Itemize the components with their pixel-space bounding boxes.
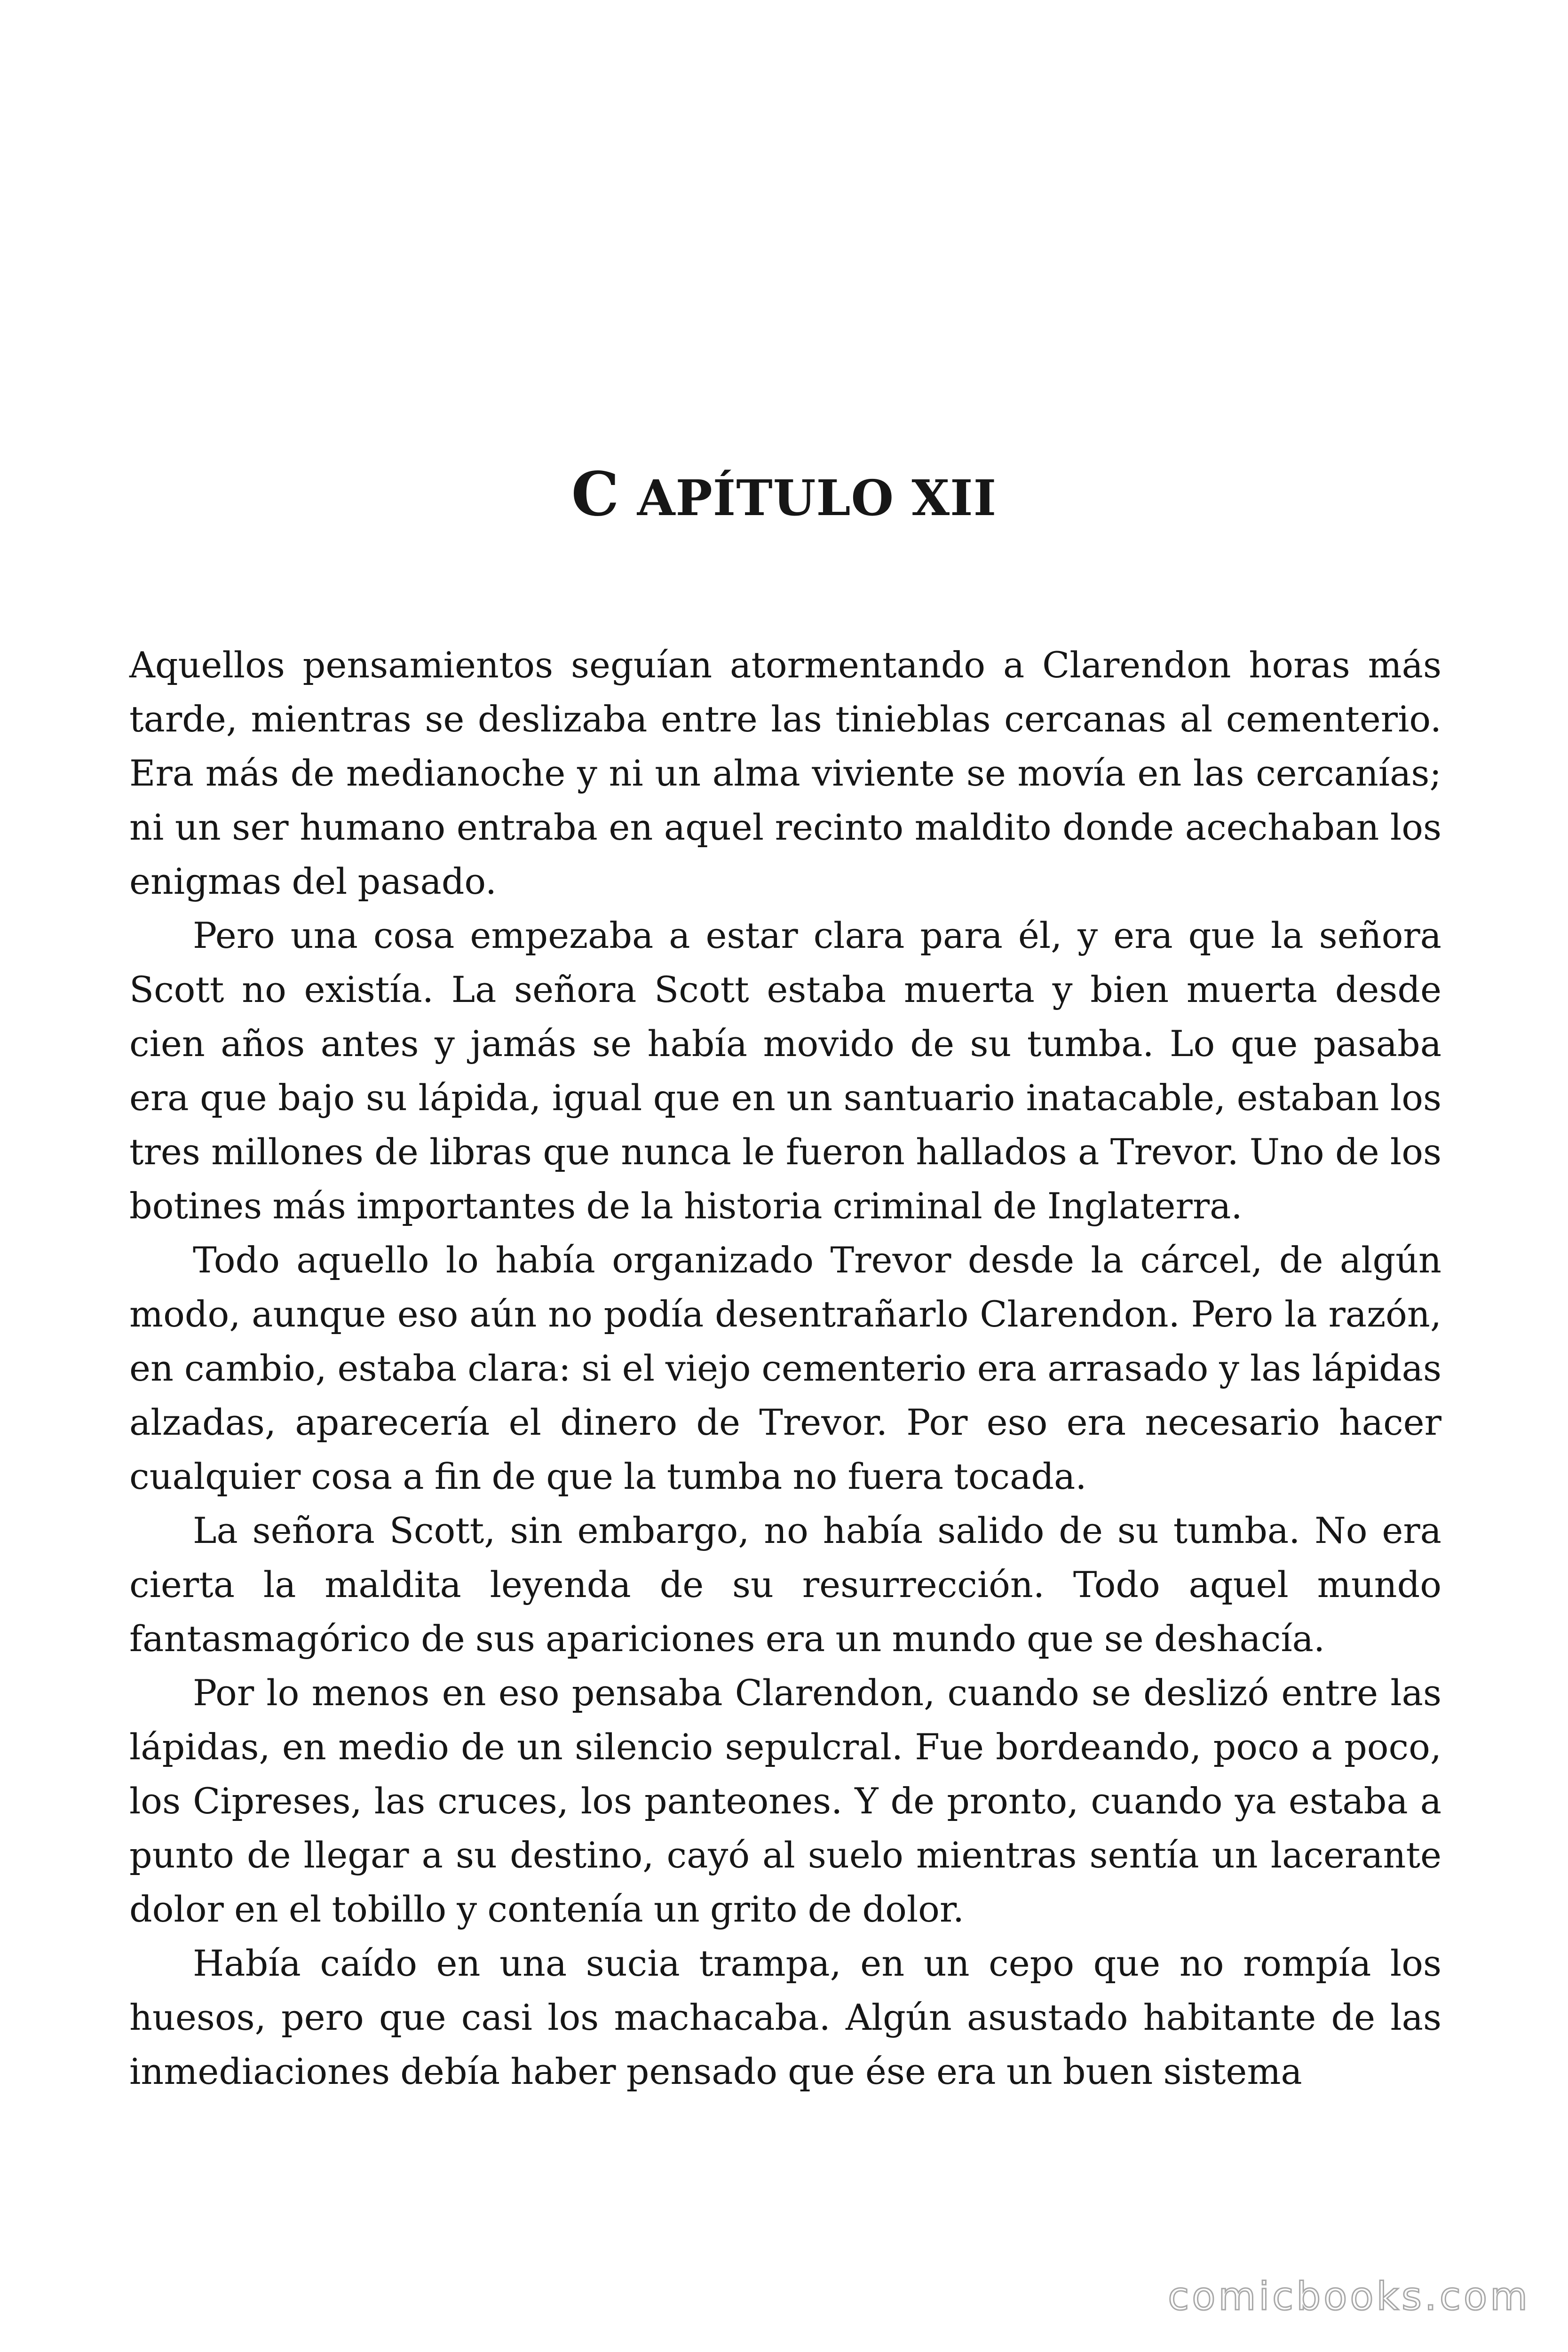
paragraph-5: Por lo menos en eso pensaba Clarendon, cuando se deslizó entre las lápidas, en medio de un silencio sepulcral. Fue bordeando, poco a poco, los Cipreses, las cruces, los panteones. Y de pronto, cuando ya estaba a punto de llegar a su destino, cayó al suelo mientras sentía un lacerante dolor en el tobillo y contenía un grito de dolor.	[129, 1672, 1441, 1930]
chapter-title	[0, 459, 1568, 531]
paragraph-6: Había caído en una sucia trampa, en un cepo que no rompía los huesos, pero que casi los machacaba. Algún asustado habitante de las inmediaciones debía haber pensado que ése era un buen sistema	[129, 1942, 1441, 2092]
paragraph-1: Aquellos pensamientos seguían atormentando a Clarendon horas más tarde, mientras se deslizaba entre las tinieblas cercanas al cementerio. Era más de medianoche y ni un alma viviente se movía en las cercanías; ni un ser humano entraba en aquel recinto maldito donde acechaban los enigmas del pasado.	[129, 644, 1441, 902]
paragraph-2: Pero una cosa empezaba a estar clara para él, y era que la señora Scott no existía. La señora Scott estaba muerta y bien muerta desde cien años antes y jamás se había movido de su tumba. Lo que pasaba era que bajo su lápida, igual que en un santuario inatacable, estaban los tres millones de libras que nunca le fueron hallados a Trevor. Uno de los botines más importantes de la historia criminal de Inglaterra.	[129, 914, 1441, 1227]
watermark: comicbooks.com	[1168, 2274, 1530, 2319]
paragraph-3: Todo aquello lo había organizado Trevor desde la cárcel, de algún modo, aunque eso aún no podía desentrañarlo Clarendon. Pero la razón, en cambio, estaba clara: si el viejo cementerio era arrasado y las lápidas alzadas, aparecería el dinero de Trevor. Por eso era necesario hacer cualquier cosa a fin de que la tumba no fuera tocada.	[129, 1239, 1441, 1497]
paragraph-4: La señora Scott, sin embargo, no había salido de su tumba. No era cierta la maldita leyenda de su resurrección. Todo aquel mundo fantasmagórico de sus apariciones era un mundo que se deshacía.	[129, 1510, 1441, 1660]
chapter-title-initial: C	[571, 459, 620, 530]
chapter-body	[129, 638, 1441, 2098]
chapter-title-rest: APÍTULO XII	[637, 469, 997, 527]
